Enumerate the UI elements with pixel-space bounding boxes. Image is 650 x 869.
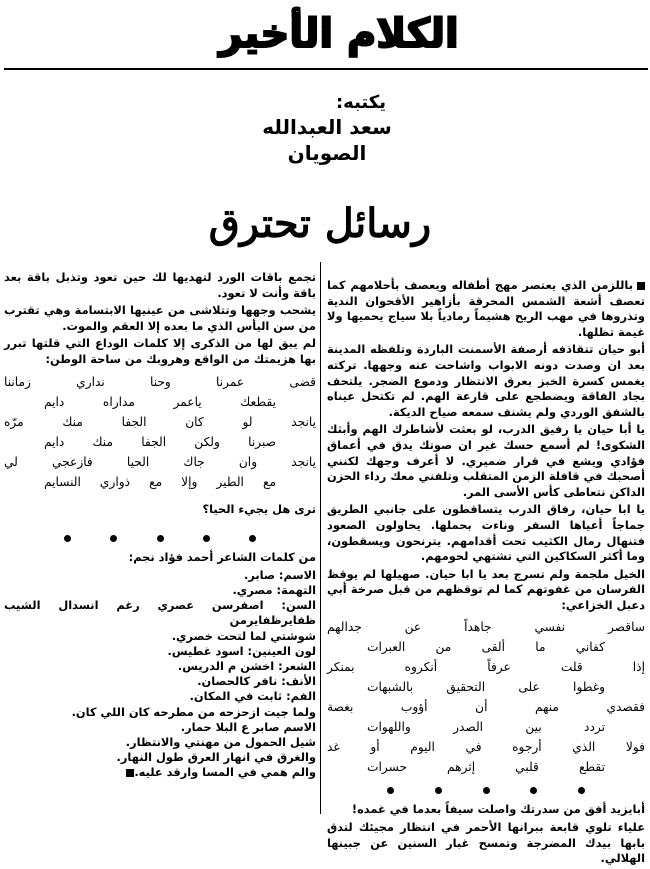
bio-line-text: والم همي في المسا وارقد عليه. (134, 765, 316, 780)
poem-line: يانجد وان جاك الحيا فازعجي لي (4, 454, 316, 469)
bullet-dot-icon (249, 535, 256, 542)
bullet-dot-icon (110, 535, 117, 542)
bio-line: الشعر: اخشن م الدريس. (177, 658, 316, 673)
byline (262, 92, 392, 166)
bullet-dot-icon (483, 787, 490, 794)
bio-line: لون العينين: اسود غطيس. (167, 643, 316, 658)
right-column (327, 278, 645, 869)
bullet-dot-icon (64, 535, 71, 542)
poem-line: وغطوا على التحقيق بالشبهات (367, 680, 605, 695)
poem-line: قضى عمرنا وحنا نداري زماننا (4, 374, 316, 389)
bio-line: السن: اصفرسن عصري رغم انسدال الشيب ظفايرظفايرمن (4, 598, 316, 628)
poem-line: فقصدي منهم أن أؤوب بغصة (327, 700, 645, 715)
header-divider (4, 68, 648, 70)
bio-line: التهمة: مصري. (232, 582, 316, 597)
bullet-dot-icon (530, 787, 537, 794)
paragraph: يا أبا حيان يا رفيق الدرب، لو بعثت لأشاطرك الهم وأبثك الشكوى! لم أسمع حسك غير ان صوتك يدق في أعماق فؤادي ويشع في قرار ضميري. لا أعرف وجهك لكنني أصحبك في قافلة الزمن المتقلب وتلفني معك رداء الحزن الداكن نتعاطى كأس الأسى المر. (327, 422, 645, 499)
poem-line: إذا قلت عرفاً أنكروه بمنكر (327, 660, 645, 675)
poem-line: كفاني ما ألقى من العبرات (367, 640, 605, 655)
section-separator (327, 787, 645, 794)
paragraph: يا ابا حيان، رفاق الدرب يتساقطون على جانبي الطريق جماجاً أعياها السفر وناءت بحملها. يحاولون الصعود فتنهال رمال الكثيب تحت أقدامهم. يترنحون ويسقطون، وما أكثر السكاكين التي تشتهي لحومهم. (327, 502, 645, 564)
paragraph-question: ترى هل يجيء الحيا؟ (202, 501, 316, 516)
paragraph: الخيل ملجمة ولم تسرج بعد يا ابا حيان. صهيلها لم يوقظ الفرسان من غفوتهم كما لم توقظهم من قبل صرخة أبي دعبل الخزاعي: (327, 566, 645, 612)
poem-line: ساقصر نفسي جاهداً عن جدالهم (327, 620, 645, 635)
column-divider (320, 262, 321, 814)
author-name-line2: الصويان (287, 141, 367, 165)
paragraph-text: باللزمن الذي يعتصر مهج أطفاله ويعصف بأحلامهم كما تعصف أشعة الشمس المحرقة بأزاهير الأقحوان الندية وتذروها في مهب الريح هشيماً رمادياً بلا سياج يحميها ولا غيمة تظلها. (327, 278, 645, 339)
square-bullet-icon (637, 282, 645, 290)
bio-line: الاسم صابر ع البلا حمار. (180, 719, 316, 734)
bio-line (4, 765, 316, 780)
poem-line: يقطعك ياعمر مداراه دايم (44, 394, 276, 409)
bio-line: والغرق في انهار العرق طول النهار. (116, 750, 316, 765)
paragraph: من كلمات الشاعر أحمد فؤاد نجم: (128, 550, 316, 565)
paragraph: أبو حيان تتقاذفه أرصفة الأسمنت الباردة وتلفظه المدينة بعد ان وصدت دونه الابواب واشاحت عنه وجهها. تركته يغمس كسرة الخبز بعرق الانتظار ودموع الضجر. يلتحف بجاد الفاقة ويضطجع على قارعة الهم. لم تكتحل عيناه بالشفق الوردي ولم يشنف سمعه صياح الديكة. (327, 342, 645, 419)
poem-line: صبرنا ولكن الجفا منك دايم (44, 434, 276, 449)
bio-line: شوشتي لما لتحت خصري. (171, 628, 316, 643)
poem-verses (327, 617, 645, 777)
byline-label: يكتبه: (335, 92, 386, 113)
paragraph: يشحب وجهها وتتلاشى من عينيها الابتسامة وهي تقترب من سن اليأس الذي ما بعده إلا العقم والموت. (4, 303, 316, 333)
bio-line: الأنف: نافر كالحصان. (197, 674, 316, 689)
bullet-dot-icon (578, 787, 585, 794)
author-name-line1: سعد العبدالله (262, 115, 392, 139)
article-headline: رسائل تحترق (208, 200, 432, 247)
paragraph (327, 278, 645, 340)
bullet-dot-icon (387, 787, 394, 794)
poem-verses (4, 372, 316, 492)
left-column (4, 270, 316, 781)
poem-line: تقطع قلبي إثرهم حسرات (367, 760, 605, 775)
bio-line: الاسم: صابر. (243, 567, 316, 582)
bio-line: شيل الحمول من مهنتي والانتظار. (125, 734, 316, 749)
poem-line: فولا الذي أرجوه في اليوم أو غد (327, 740, 645, 755)
bullet-dot-icon (203, 535, 210, 542)
poem-line: تردد بين الصدر واللهوات (367, 720, 605, 735)
bio-line: الفم: ثابت في المكان. (189, 689, 316, 704)
paragraph: أبايزيد أفق من سدرتك واصلت سيفاً بعدما في غمده! (351, 802, 645, 817)
poem-line: مع الطير وإلا مع ذواري النسايم (44, 474, 276, 489)
poem-bio (4, 568, 316, 781)
bullet-dot-icon (435, 787, 442, 794)
paragraph: علياء تلوي قابعة ببرانها الأحمر في انتظار مجيئك لتدق بابها بيدك المضرجة وتمسح غبار السنين عن جبينها الهلالي. (327, 820, 645, 866)
bullet-dot-icon (157, 535, 164, 542)
poem-line: يانجد لو كان الجفا منك مرّه (4, 414, 316, 429)
bio-line: ولما جيت ازحزحه من مطرحه كان اللي كان. (71, 704, 316, 719)
column-banner-title: الكلام الأخير (218, 8, 460, 60)
section-separator (4, 535, 316, 542)
paragraph: لم يبق لها من الذكرى إلا كلمات الوداع التي قلتها تبرر بها هزيمتك من الواقع وهروبك من ساحة الوطن: (4, 336, 316, 366)
paragraph: تجمع باقات الورد لتهديها لك حين تعود وتذبل باقة بعد باقة وأنت لا تعود. (4, 270, 316, 300)
